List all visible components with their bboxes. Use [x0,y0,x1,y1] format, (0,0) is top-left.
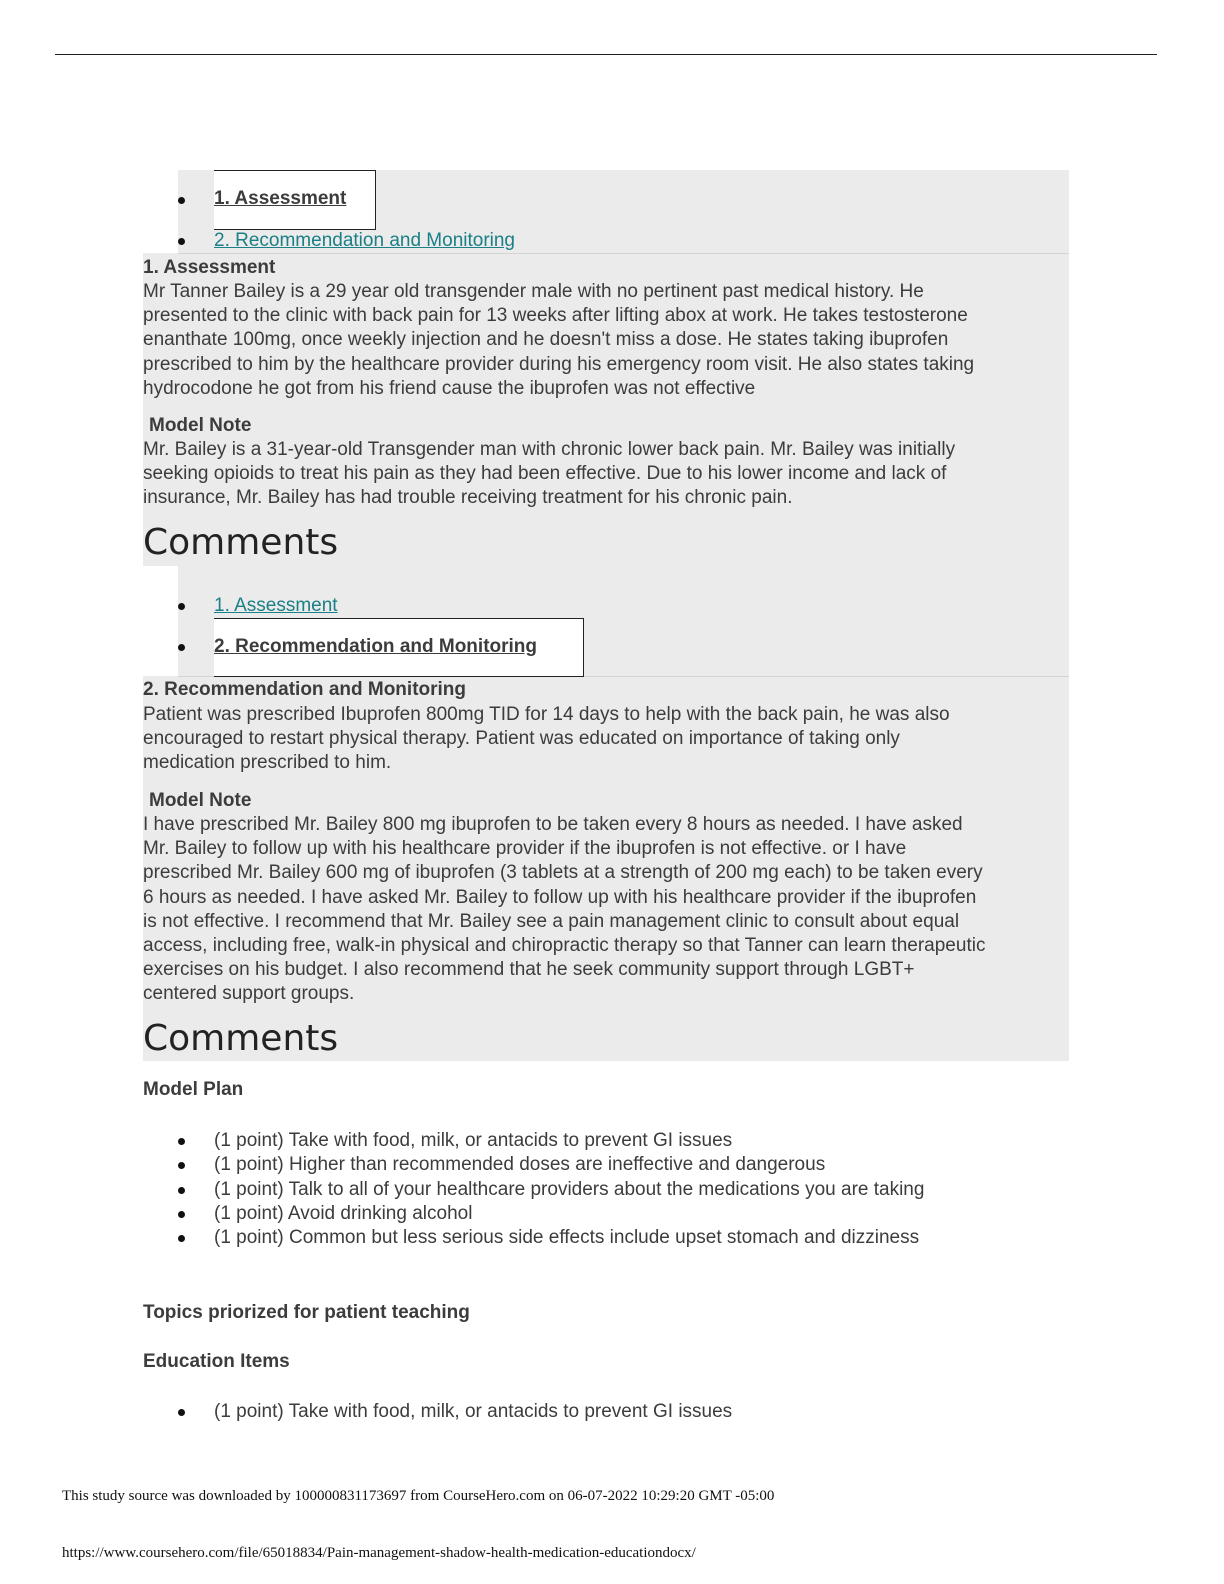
model-note-text: Mr. Bailey is a 31-year-old Transgender man with chronic lower back pain. Mr. Bailey was initially seeking opioids to treat his pain as they had been effective. Due to his lower income and lack of insurance, Mr. Bailey has had trouble receiving treatment for his chronic pain. [143,439,956,509]
section-heading: 2. Recommendation and Monitoring [143,679,467,700]
topics-heading: Topics priorized for patient teaching [143,1302,470,1323]
model-note-heading: Model Note [149,790,252,811]
tab-assessment[interactable]: 1. Assessment [214,188,347,209]
list-item: (1 point) Common but less serious side effects include upset stomach and dizziness [214,1227,920,1248]
bullet-icon [178,1409,185,1416]
tab-assessment[interactable]: 1. Assessment [214,595,338,616]
bullet-icon [178,1187,185,1194]
tab-recommendation-monitoring[interactable]: 2. Recommendation and Monitoring [214,636,538,657]
list-item: (1 point) Avoid drinking alcohol [214,1203,473,1224]
bullet-icon [178,603,185,610]
bullet-icon [178,644,185,651]
list-item: (1 point) Take with food, milk, or antacids to prevent GI issues [214,1401,733,1422]
bullet-icon [178,1162,185,1169]
recommendation-text: Patient was prescribed Ibuprofen 800mg TID for 14 days to help with the back pain, he was also encouraged to restart physical therapy. Patient was educated on importance of taking only medication prescribed to him. [143,704,950,774]
model-plan-heading: Model Plan [143,1079,244,1100]
comments-heading: Comments [143,522,339,563]
top-divider [55,54,1157,55]
source-url: https://www.coursehero.com/file/65018834/Pain-management-shadow-health-medication-educationdocx/ [62,1545,696,1561]
list-item: (1 point) Higher than recommended doses are ineffective and dangerous [214,1154,826,1175]
model-note-text: I have prescribed Mr. Bailey 800 mg ibuprofen to be taken every 8 hours as needed. I have asked Mr. Bailey to follow up with his healthcare provider if the ibuprofen is not effective. or I have prescribed Mr. Bailey 600 mg of ibuprofen (3 tablets at a strength of 200 mg each) to be taken every 6 hours as needed. I have asked Mr. Bailey to follow up with his healthcare provider if the ibuprofen is not effective. I recommend that Mr. Bailey see a pain management clinic to consult about equal access, including free, walk-in physical and chiropractic therapy so that Tanner can learn therapeutic exercises on his budget. I also recommend that he seek community support through LGBT+ centered support groups. [143,814,986,1005]
assessment-text: Mr Tanner Bailey is a 29 year old transgender male with no pertinent past medical history. He presented to the clinic with back pain for 13 weeks after lifting abox at work. He takes testosterone enanthate 100mg, once weekly injection and he doesn't miss a dose. He states taking ibuprofen prescribed to him by the healthcare provider during his emergency room visit. He also states taking hydrocodone he got from his friend cause the ibuprofen was not effective [143,281,975,399]
section-heading: 1. Assessment [143,257,276,278]
education-items-heading: Education Items [143,1351,290,1372]
bullet-icon [178,1235,185,1242]
list-item: (1 point) Take with food, milk, or antacids to prevent GI issues [214,1130,733,1151]
model-note-heading: Model Note [149,415,252,436]
download-notice: This study source was downloaded by 100000831173697 from CourseHero.com on 06-07-2022 10:29:20 GMT -05:00 [62,1488,775,1504]
bullet-icon [178,238,185,245]
bullet-icon [178,197,185,204]
bullet-icon [178,1211,185,1218]
tab-recommendation-monitoring[interactable]: 2. Recommendation and Monitoring [214,230,516,251]
comments-heading: Comments [143,1018,339,1059]
bullet-icon [178,1138,185,1145]
list-item: (1 point) Talk to all of your healthcare providers about the medications you are taking [214,1179,925,1200]
